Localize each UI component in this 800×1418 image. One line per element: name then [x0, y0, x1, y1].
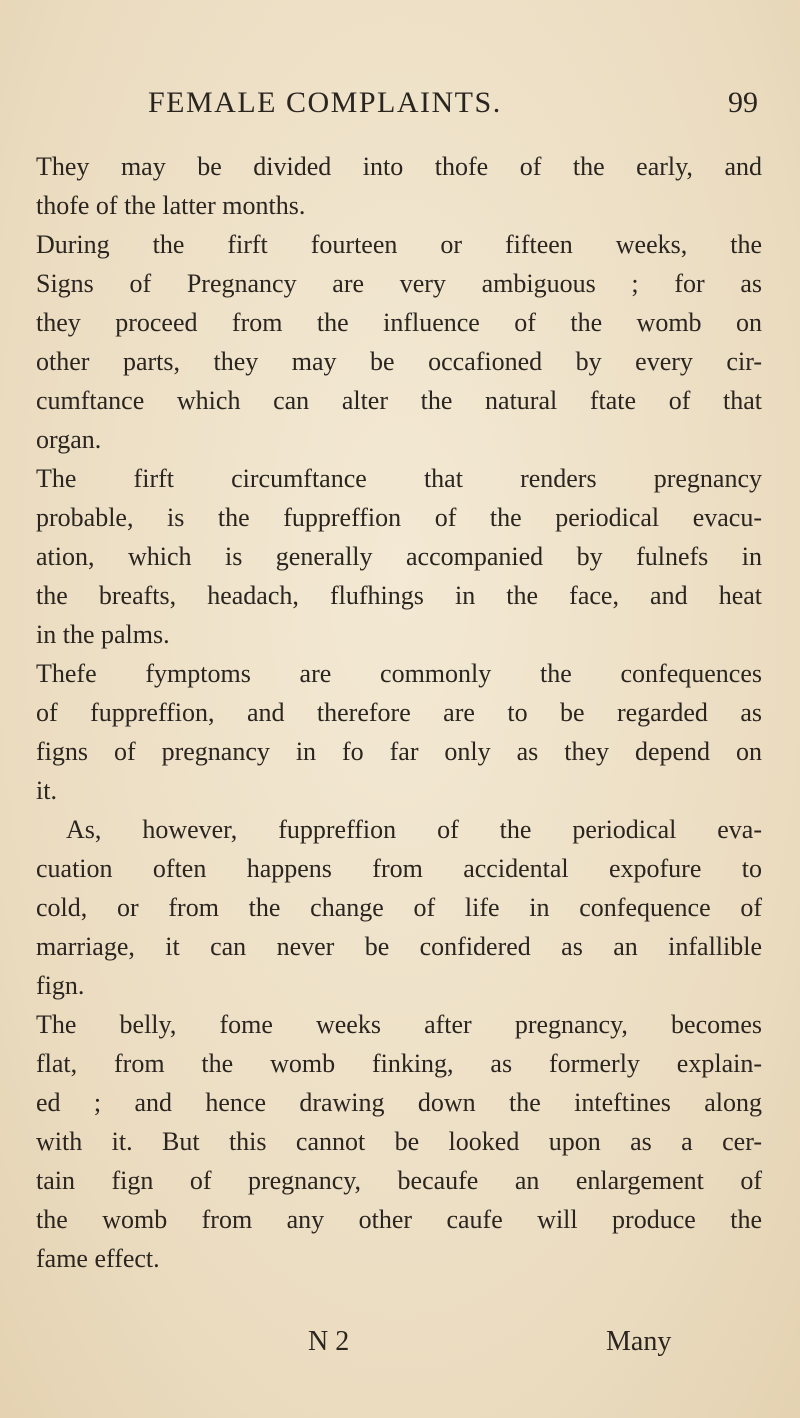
text-line: During the firft fourteen or fifteen weeks, the: [36, 230, 762, 259]
running-head: [148, 86, 758, 126]
text-line: they proceed from the influence of the womb on: [36, 308, 762, 337]
catchword: Many: [606, 1326, 672, 1357]
text-line: The firft circumftance that renders pregnancy: [36, 464, 762, 493]
text-line: As, however, fuppreffion of the periodical eva-: [66, 815, 762, 844]
text-line: cold, or from the change of life in confequence of: [36, 893, 762, 922]
text-line: figns of pregnancy in fo far only as they depend on: [36, 737, 762, 766]
text-line: other parts, they may be occafioned by every cir-: [36, 347, 762, 376]
text-line: it.: [36, 776, 57, 805]
text-line: flat, from the womb finking, as formerly explain-: [36, 1049, 762, 1078]
text-line: the womb from any other caufe will produce the: [36, 1205, 762, 1234]
text-line: in the palms.: [36, 620, 170, 649]
text-line: ed ; and hence drawing down the inteftines along: [36, 1088, 762, 1117]
text-line: The belly, fome weeks after pregnancy, becomes: [36, 1010, 762, 1039]
text-line: They may be divided into thofe of the early, and: [36, 152, 762, 181]
page-footer: [0, 1326, 800, 1366]
text-line: cuation often happens from accidental expofure to: [36, 854, 762, 883]
text-line: fame effect.: [36, 1244, 160, 1273]
text-line: Signs of Pregnancy are very ambiguous ; for as: [36, 269, 762, 298]
text-line: tain fign of pregnancy, becaufe an enlargement of: [36, 1166, 762, 1195]
text-line: probable, is the fuppreffion of the periodical evacu-: [36, 503, 762, 532]
page-number: 99: [728, 86, 758, 119]
text-line: thofe of the latter months.: [36, 191, 306, 220]
text-line: cumftance which can alter the natural ftate of that: [36, 386, 762, 415]
text-line: Thefe fymptoms are commonly the confequences: [36, 659, 762, 688]
text-line: marriage, it can never be confidered as an infallible: [36, 932, 762, 961]
text-line: fign.: [36, 971, 85, 1000]
text-line: the breafts, headach, flufhings in the face, and heat: [36, 581, 762, 610]
text-line: organ.: [36, 425, 102, 454]
running-title: FEMALE COMPLAINTS.: [148, 86, 502, 119]
text-line: with it. But this cannot be looked upon as a cer-: [36, 1127, 762, 1156]
text-line: ation, which is generally accompanied by fulnefs in: [36, 542, 762, 571]
signature-mark: N 2: [308, 1326, 350, 1357]
text-line: of fuppreffion, and therefore are to be regarded as: [36, 698, 762, 727]
